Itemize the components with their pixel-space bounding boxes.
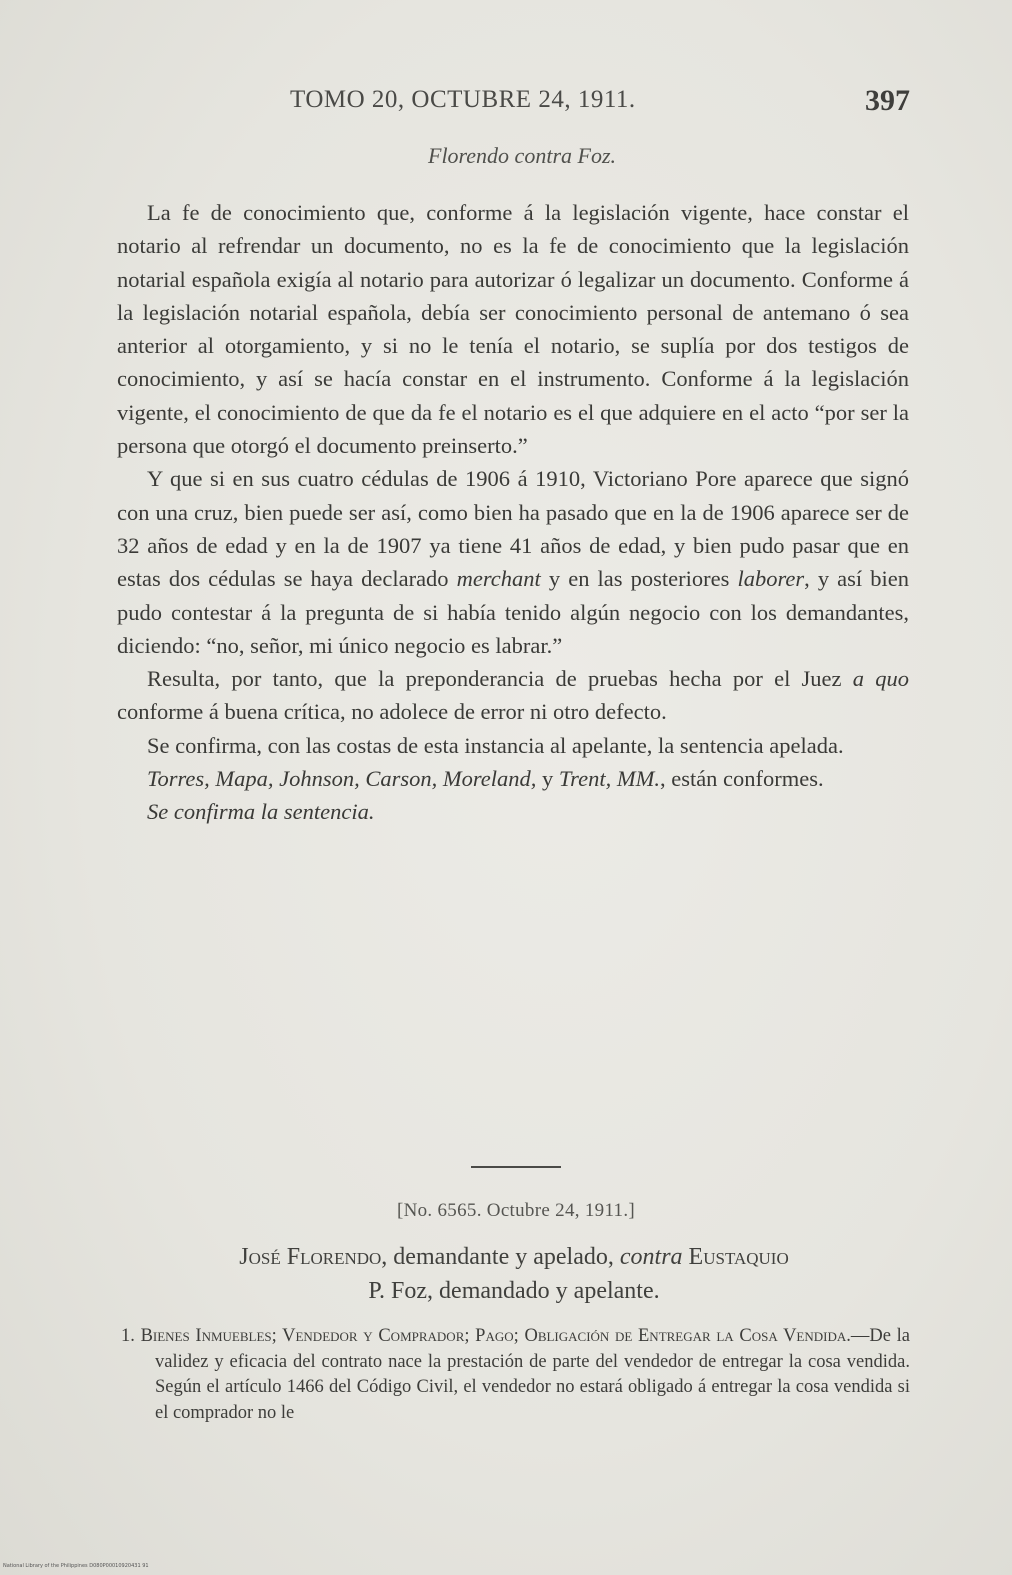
disposition: Se confirma la sentencia. [147,799,375,825]
plaintiff-name: José Florendo [239,1244,382,1270]
justices-concur: , están conformes. [659,766,824,792]
section-divider [471,1166,561,1168]
paragraph-1: La fe de conocimiento que, conforme á la legislación vigente, hace constar el notario al refrendar un documento, no es la fe de conocimiento que la legislación notarial española exigía al notario para autorizar ó legalizar un documento. Conforme á la legislación notarial española, debía ser conocimiento personal de antemano ó sea anterior al otorgamiento, y si no le tenía el notario, se suplía por dos testigos de conocimiento, y así se hacía constar en el instrumento. Conforme á la legislación vigente, el conocimiento de que da fe el notario es el que adquiere en el acto “por ser la persona que otorgó el documento preinserto.” [117,200,909,459]
case-title-header: Florendo contra Foz. [428,143,616,168]
paragraph-2-part-c: , y así bien pudo contestar á la pregunta de si había tenido algún negocio con los demandantes, diciendo: “no, señor, mi único negocio es labrar.” [117,566,909,658]
body-text [117,196,909,829]
contra-word: contra [619,1244,683,1270]
page-header [120,86,910,126]
paragraph-3-part-a: Resulta, por tanto, que la preponderancia de pruebas hecha por el Juez [147,666,853,692]
justices-names: Torres, Mapa, Johnson, Carson, Moreland, [147,766,537,792]
running-head: TOMO 20, OCTUBRE 24, 1911. [290,86,636,113]
paragraph-2-part-b: y en las posteriores [540,566,738,592]
italic-a-quo: a quo [852,666,909,692]
paragraph-4: Se confirma, con las costas de esta instancia al apelante, la sentencia apelada. [147,732,844,758]
paragraph-5 [117,762,909,795]
syllabus-heading: Bienes Inmuebles; Vendedor y Comprador; Pago; Obligación de Entregar la Cosa Vendida. [140,1326,851,1346]
plaintiff-role: , demandante y apelado, [381,1244,620,1270]
paragraph-3 [117,662,909,729]
syllabus-number: 1. [121,1326,135,1346]
italic-laborer: laborer [737,566,805,592]
italic-merchant: merchant [456,566,541,592]
page-number: 397 [865,84,910,117]
paragraph-2-part-a: Y que si en sus cuatro cédulas de 1906 á 1910, Victoriano Pore aparece que signó con una cruz, bien puede ser así, como bien ha pasado que en la de 1906 aparece ser de 32 años de edad y en la de 1907 ya tiene 41 años de edad, y bien pudo pasar que en estas dos cédulas se haya declarado [117,466,909,592]
defendant-name-cont: P. Foz [368,1278,428,1304]
justices-conjunction: y [536,766,559,792]
defendant-name: Eustaquio [682,1244,789,1270]
docket-line: [No. 6565. Octubre 24, 1911.] [396,1200,636,1221]
case-parties [118,1240,910,1308]
paragraph-3-part-b: conforme á buena crítica, no adolece de error ni otro defecto. [117,699,667,725]
paragraph-2 [117,462,909,662]
scan-footer: National Library of the Philippines D080P00010920431 91 [3,1563,149,1569]
syllabus-text: —De la validez y eficacia del contrato nace la prestación de parte del vendedor de entregar la cosa vendida. Según el artículo 1466 del Código Civil, el vendedor no estará obligado á entregar la cosa vendida si el comprador no le [155,1326,910,1423]
defendant-role: , demandado y apelante. [427,1278,660,1304]
justice-trent: Trent, MM. [558,766,660,792]
syllabus-entry-1 [121,1324,910,1426]
